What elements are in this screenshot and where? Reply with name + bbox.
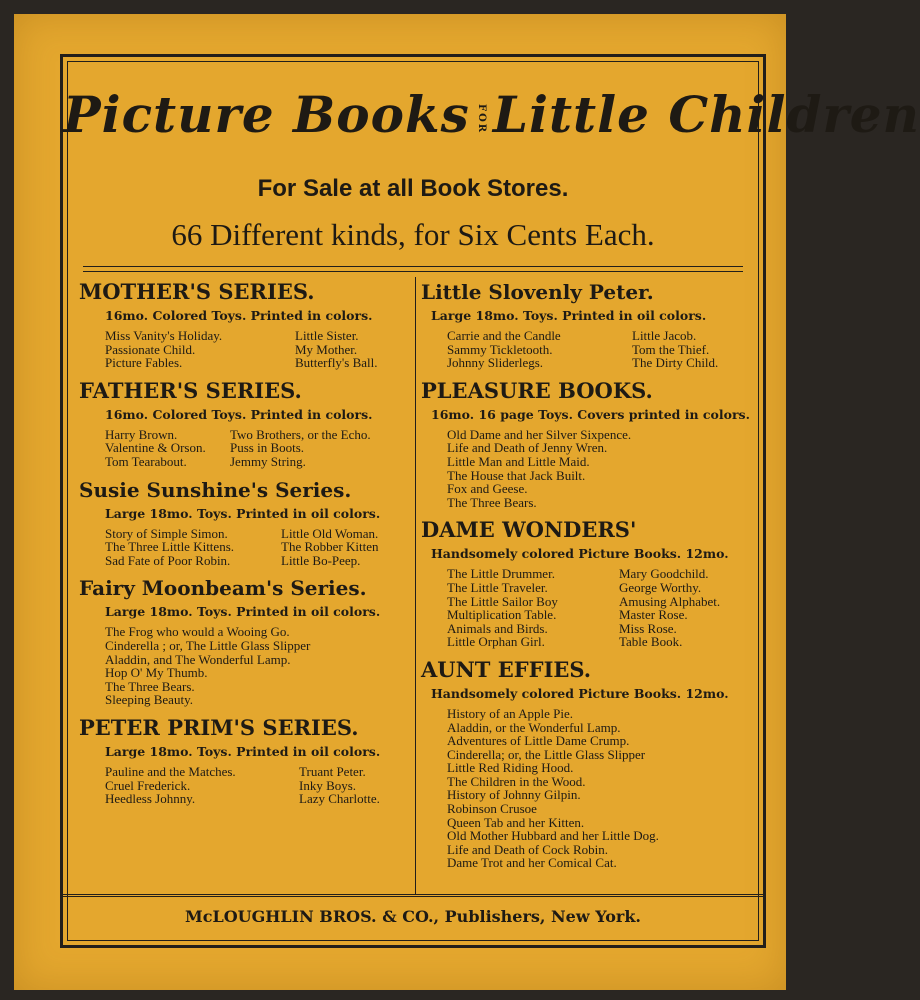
left-column (79, 279, 409, 814)
section-title: DAME WONDERS' (421, 517, 637, 543)
book-title: Cinderella ; or, The Little Glass Slipper (105, 637, 311, 653)
book-list (105, 765, 409, 806)
section-title: MOTHER'S SERIES. (79, 279, 315, 304)
book-title: Little Sister. (295, 328, 359, 343)
book-title: Johnny Sliderlegs. (447, 355, 544, 371)
book-title: The Three Bears. (447, 494, 537, 510)
section-fairy-moonbeam-series (79, 575, 409, 707)
book-title: Robinson Crusoe (447, 801, 537, 817)
book-title: Dame Trot and her Comical Cat. (447, 855, 617, 871)
book-title: Amusing Alphabet. (619, 593, 721, 609)
book-list (447, 567, 751, 649)
book-title: History of an Apple Pie. (447, 705, 574, 721)
book-title: Two Brothers, or the Echo. (230, 426, 371, 442)
book-title: Fox and Geese. (447, 481, 528, 497)
book-title: Table Book. (619, 634, 683, 650)
section-description: Large 18mo. Toys. Printed in oil colors. (105, 743, 381, 759)
book-list (447, 428, 751, 510)
book-title: The Three Little Kittens. (105, 539, 234, 555)
section-fathers-series (79, 378, 409, 469)
book-title: Cruel Frederick. (105, 777, 191, 793)
book-title: Story of Simple Simon. (105, 525, 228, 541)
section-aunt-effies (421, 657, 751, 870)
book-title: Sammy Tickletooth. (447, 341, 553, 357)
book-title: The Frog who would a Wooing Go. (105, 624, 290, 640)
book-title: My Mother. (295, 341, 358, 357)
book-title: Little Orphan Girl. (447, 634, 545, 650)
book-title: Sad Fate of Poor Robin. (105, 552, 231, 568)
section-description: Large 18mo. Toys. Printed in oil colors. (105, 604, 381, 620)
section-peter-prim-series (79, 715, 409, 806)
subtitle-price: 66 Different kinds, for Six Cents Each. (171, 217, 655, 252)
book-title: The Dirty Child. (632, 355, 719, 371)
book-title: Master Rose. (619, 607, 688, 623)
section-description: Large 18mo. Toys. Printed in oil colors. (105, 505, 381, 521)
book-title: Tom the Thief. (632, 341, 710, 357)
page-title (63, 85, 920, 144)
book-title: Animals and Birds. (447, 620, 548, 636)
book-title: Pauline and the Matches. (105, 763, 236, 779)
book-title: Valentine & Orson. (105, 440, 206, 456)
book-title: Miss Vanity's Holiday. (105, 328, 223, 343)
book-title: Heedless Johnny. (105, 791, 196, 807)
section-pleasure-books (421, 378, 751, 510)
book-title: George Worthy. (619, 579, 702, 595)
section-description: Handsomely colored Picture Books. 12mo. (431, 685, 729, 701)
section-description: Handsomely colored Picture Books. 12mo. (431, 546, 729, 562)
book-title: Mary Goodchild. (619, 566, 709, 582)
catalog-page (14, 14, 920, 990)
section-title: Little Slovenly Peter. (421, 280, 654, 304)
publisher-footer: McLOUGHLIN BROS. & CO., Publishers, New York. (63, 894, 763, 935)
book-title: Truant Peter. (299, 763, 366, 779)
book-title: Adventures of Little Dame Crump. (447, 733, 630, 749)
book-title: Passionate Child. (105, 341, 196, 357)
book-title: Picture Fables. (105, 355, 183, 371)
book-title: Old Dame and her Silver Sixpence. (447, 426, 632, 442)
book-title: Hop O' My Thumb. (105, 665, 208, 681)
section-description: 16mo. 16 page Toys. Covers printed in colors. (431, 406, 750, 422)
book-list (105, 428, 409, 469)
book-title: The Robber Kitten (281, 539, 379, 555)
section-title: Fairy Moonbeam's Series. (79, 576, 367, 601)
book-title: Cinderella; or, the Little Glass Slipper (447, 746, 646, 762)
book-title: Little Bo-Peep. (281, 552, 361, 568)
border-frame (60, 54, 920, 948)
book-title: Little Man and Little Maid. (447, 453, 590, 469)
section-description: 16mo. Colored Toys. Printed in colors. (105, 406, 373, 422)
book-list (105, 625, 409, 707)
section-mothers-series (79, 279, 409, 370)
book-title: Inky Boys. (299, 777, 357, 793)
book-title: Carrie and the Candle (447, 328, 561, 343)
section-description: Large 18mo. Toys. Printed in oil colors. (431, 308, 707, 323)
book-title: Multiplication Table. (447, 607, 557, 623)
book-list (447, 707, 751, 870)
book-title: The Little Sailor Boy (447, 593, 558, 609)
book-title: The Children in the Wood. (447, 773, 586, 789)
book-title: History of Johnny Gilpin. (447, 787, 581, 803)
title-for: FOR (475, 103, 487, 135)
book-title: The Three Bears. (105, 678, 195, 694)
title-right: Little Children (492, 85, 920, 144)
book-title: Miss Rose. (619, 620, 677, 636)
title-left: Picture Books (63, 85, 470, 144)
subtitle-stores: For Sale at all Book Stores. (257, 175, 569, 202)
book-title: Puss in Boots. (230, 440, 305, 456)
double-rule (83, 266, 743, 272)
section-title: AUNT EFFIES. (421, 656, 592, 682)
book-title: Little Red Riding Hood. (447, 760, 574, 776)
right-column (421, 279, 751, 878)
section-little-slovenly-peter (421, 279, 751, 370)
book-list (105, 329, 409, 370)
book-title: Butterfly's Ball. (295, 355, 378, 371)
book-title: Old Mother Hubbard and her Little Dog. (447, 828, 659, 844)
section-title: Susie Sunshine's Series. (79, 477, 352, 502)
book-title: Harry Brown. (105, 426, 178, 442)
book-title: Life and Death of Cock Robin. (447, 841, 609, 857)
book-list (105, 527, 409, 568)
book-title: Life and Death of Jenny Wren. (447, 440, 608, 456)
book-title: Tom Tearabout. (105, 453, 187, 469)
book-title: The House that Jack Built. (447, 467, 586, 483)
section-title: PLEASURE BOOKS. (421, 377, 653, 403)
book-title: Little Old Woman. (281, 525, 379, 541)
book-title: Little Jacob. (632, 328, 697, 343)
book-title: Lazy Charlotte. (299, 791, 380, 807)
section-description: 16mo. Colored Toys. Printed in colors. (105, 308, 373, 323)
section-dame-wonders (421, 517, 751, 649)
column-divider (415, 277, 416, 895)
book-title: Aladdin, and The Wonderful Lamp. (105, 651, 291, 667)
book-title: The Little Traveler. (447, 579, 548, 595)
book-list (447, 329, 751, 370)
book-title: Jemmy String. (230, 453, 306, 469)
book-title: Aladdin, or the Wonderful Lamp. (447, 719, 621, 735)
section-title: PETER PRIM'S SERIES. (79, 714, 359, 740)
section-title: FATHER'S SERIES. (79, 377, 302, 403)
book-title: Sleeping Beauty. (105, 692, 193, 708)
book-title: Queen Tab and her Kitten. (447, 814, 585, 830)
section-susie-sunshine-series (79, 477, 409, 568)
book-title: The Little Drummer. (447, 566, 555, 582)
